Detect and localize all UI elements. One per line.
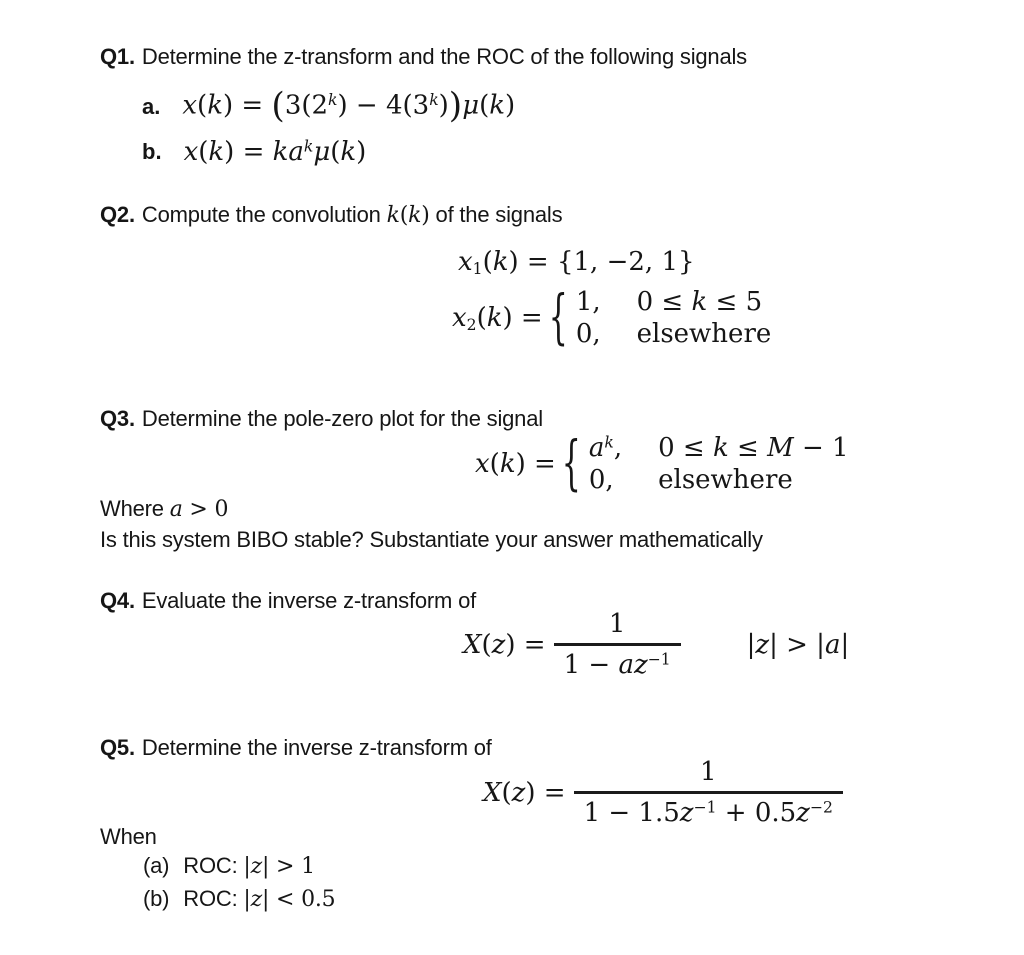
q3-heading	[100, 406, 543, 432]
roc-a-label: (a)	[143, 853, 170, 878]
q3-case-value-2: 0,	[588, 465, 614, 495]
q1-label: Q1.	[100, 44, 135, 69]
roc-a-text: ROC: |z| > 1	[183, 853, 315, 879]
q3-cases-table	[589, 432, 849, 496]
q2-label: Q2.	[100, 202, 135, 227]
q4-roc-condition: |z| > |a|	[746, 629, 850, 660]
q1-heading	[100, 44, 747, 70]
q4-denominator: $1 - az^{-1}$	[554, 643, 681, 681]
q3-title: Determine the pole-zero plot for the signal	[141, 406, 543, 431]
q2-equation-x2	[452, 283, 772, 353]
q5-title: Determine the inverse z-transform of	[141, 735, 492, 760]
roc-option-b	[143, 886, 335, 912]
q3-equation	[475, 429, 849, 499]
x2-lhs: $x_2(k)$ =	[452, 302, 543, 334]
q5-lhs: X(z) =	[483, 777, 566, 808]
q4-numerator: 1	[608, 609, 626, 639]
x2-cases-table	[576, 286, 771, 350]
item-a-equation: $x(k) = (3(2^k) - 4(3^k))\mu(k)$	[182, 86, 516, 126]
q5-equation	[483, 756, 843, 829]
q5-fraction	[574, 756, 843, 829]
roc-b-label: (b)	[143, 886, 170, 911]
q4-label: Q4.	[100, 588, 135, 613]
item-b-equation: $x(k) = ka^k\mu(k)$	[183, 137, 367, 167]
x2-case-cond-2: elsewhere	[636, 319, 772, 349]
q3-case-cond-1: 0 ≤ k ≤ M − 1	[658, 433, 849, 463]
q5-denominator: $1 - 1.5z^{-1} + 0.5z^{-2}$	[574, 791, 843, 829]
cases-left-brace: {	[561, 429, 581, 499]
q3-lhs: x(k) =	[475, 448, 556, 479]
q4-equation	[463, 608, 849, 681]
q4-heading	[100, 588, 476, 614]
q3-bibo-line: Is this system BIBO stable? Substantiate your answer mathematically	[100, 527, 763, 552]
q2-title: Compute the convolution k(k) of the signals	[141, 202, 563, 228]
item-b-label: b.	[142, 139, 162, 165]
q4-fraction	[554, 608, 681, 681]
q1-item-a	[142, 86, 515, 127]
cases-left-brace: {	[548, 283, 568, 353]
q3-where-line: Where a > 0	[100, 496, 229, 522]
q1-item-b	[142, 136, 366, 168]
item-a-label: a.	[142, 93, 161, 119]
q5-heading	[100, 735, 492, 761]
q5-numerator: 1	[699, 757, 717, 787]
q3-case-cond-2: elsewhere	[658, 465, 793, 495]
x2-case-value-1: 1,	[575, 287, 601, 317]
q3-case-value-1: $a^k$,	[588, 433, 623, 463]
q5-when-line: When	[100, 824, 157, 849]
q5-label: Q5.	[100, 735, 135, 760]
q3-label: Q3.	[100, 406, 135, 431]
x2-case-value-2: 0,	[575, 319, 601, 349]
x2-case-cond-1: 0 ≤ k ≤ 5	[636, 287, 763, 317]
q2-heading	[100, 202, 562, 228]
roc-option-a	[143, 853, 315, 879]
roc-b-text: ROC: |z| < 0.5	[183, 886, 336, 912]
q1-title: Determine the z-transform and the ROC of the following signals	[141, 44, 747, 69]
q4-lhs: X(z) =	[463, 629, 546, 660]
q4-title: Evaluate the inverse z-transform of	[141, 588, 477, 613]
q2-equation-x1: $x_1(k) = \{1$, −2, 1}	[458, 247, 695, 278]
